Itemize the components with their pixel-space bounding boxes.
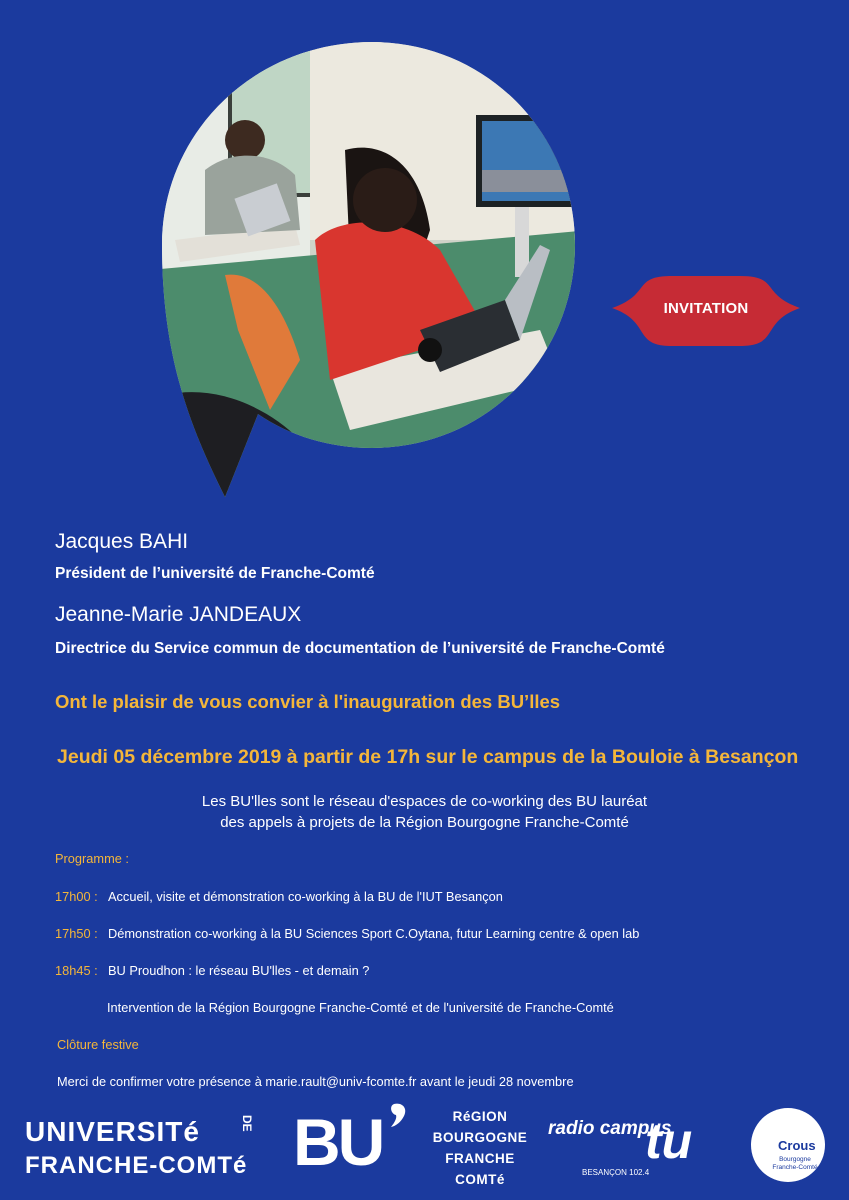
radio-campus-frequency: BESANÇON 102.4 <box>582 1168 650 1177</box>
ufc-logo-line1: UNIVERSITé <box>25 1116 200 1147</box>
programme-text: Accueil, visite et démonstration co-working à la BU de l'IUT Besançon <box>108 889 503 904</box>
bu-logo: BU <box>293 1105 383 1179</box>
host-1-name: Jacques BAHI <box>55 530 189 553</box>
region-logo-line4: COMTé <box>455 1172 505 1187</box>
programme-text: BU Proudhon : le réseau BU'lles - et demain ? <box>108 963 370 978</box>
crous-logo-name: Crous <box>778 1138 816 1153</box>
radio-campus-logo: radio campus <box>548 1118 672 1139</box>
tu-logo: tu <box>645 1113 693 1169</box>
crous-logo-subtitle: Bourgogne Franche-Comté <box>772 1156 818 1171</box>
event-date: Jeudi 05 décembre 2019 à partir de 17h sur le campus de la Bouloie à Besançon <box>57 746 799 768</box>
programme-item <box>55 963 369 978</box>
invitation-label: INVITATION <box>663 300 749 317</box>
host-2-name: Jeanne-Marie JANDEAUX <box>55 603 302 626</box>
rsvp: Merci de confirmer votre présence à marie.rault@univ-fcomte.fr avant le jeudi 28 novembre <box>57 1074 574 1089</box>
programme-item <box>55 926 639 941</box>
region-logo-line3: FRANCHE <box>445 1151 515 1166</box>
programme-time: 17h50 : <box>55 926 98 941</box>
programme-text: Démonstration co-working à la BU Sciences Sport C.Oytana, futur Learning centre & open lab <box>108 926 640 941</box>
region-logo-line2: BOURGOGNE <box>432 1130 528 1145</box>
closing: Clôture festive <box>57 1037 139 1052</box>
intro-line-1: Les BU'lles sont le réseau d'espaces de co-working des BU lauréat <box>201 793 648 810</box>
host-2-title: Directrice du Service commun de documentation de l’université de Franche-Comté <box>55 640 665 657</box>
programme-time: 18h45 : <box>55 963 98 978</box>
hero-photo <box>150 40 590 510</box>
headline: Ont le plaisir de vous convier à l'inauguration des BU’lles <box>55 691 561 712</box>
programme-time: 17h00 : <box>55 889 98 904</box>
bu-apostrophe-icon <box>388 1102 408 1128</box>
region-logo-line1: RéGION <box>452 1109 508 1124</box>
intro-line-2: des appels à projets de la Région Bourgogne Franche-Comté <box>220 814 629 831</box>
programme-note: Intervention de la Région Bourgogne Franche-Comté et de l'université de Franche-Comté <box>107 1000 614 1015</box>
programme-item <box>55 889 503 904</box>
ufc-logo-de: DE <box>240 1115 254 1132</box>
host-1-title: Président de l’université de Franche-Comté <box>55 565 375 582</box>
ufc-logo-line2: FRANCHE-COMTé <box>25 1152 248 1179</box>
programme-title: Programme : <box>55 851 129 866</box>
